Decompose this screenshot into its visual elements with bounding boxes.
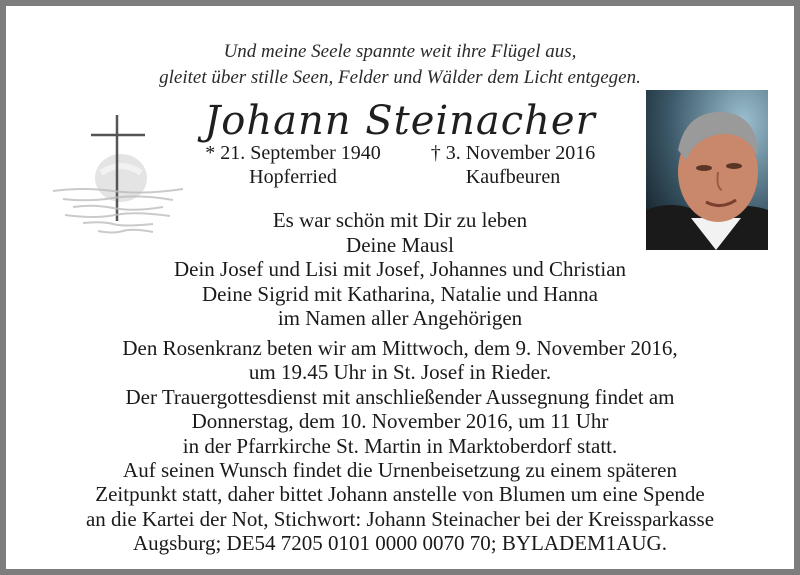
notice-line: an die Kartei der Not, Stichwort: Johann Steinacher bei der Kreissparkasse	[85, 506, 715, 531]
quote-line: gleitet über stille Seen, Felder und Wälder dem Licht entgegen.	[159, 67, 641, 88]
notice-line: Der Trauergottesdienst mit anschließender Aussegnung findet am	[125, 384, 675, 409]
service-notice	[18, 336, 782, 556]
notice-line: Den Rosenkranz beten wir am Mittwoch, dem 9. November 2016,	[122, 336, 678, 360]
mourner-line: Deine Sigrid mit Katharina, Natalie und Hanna	[202, 281, 598, 306]
death-info	[403, 141, 623, 189]
death-date: † 3. November 2016	[430, 142, 596, 164]
notice-line: in der Pfarrkirche St. Martin in Marktoberdorf statt.	[182, 433, 618, 458]
birth-date: * 21. September 1940	[205, 142, 381, 164]
notice-line: um 19.45 Uhr in St. Josef in Rieder.	[248, 360, 552, 385]
birth-info	[183, 141, 403, 189]
notice-line: Zeitpunkt statt, daher bittet Johann anstelle von Blumen um eine Spende	[95, 482, 705, 507]
quote-line: Und meine Seele spannte weit ihre Flügel aus,	[223, 41, 577, 62]
notice-line: Donnerstag, dem 10. November 2016, um 11 Uhr	[191, 409, 609, 434]
mourner-line: Es war schön mit Dir zu leben	[272, 208, 528, 232]
notice-line: Augsburg; DE54 7205 0101 0000 0070 70; BYLADEM1AUG.	[133, 531, 667, 556]
notice-line: Auf seinen Wunsch findet die Urnenbeisetzung zu einem späteren	[123, 458, 677, 483]
death-place: Kaufbeuren	[465, 166, 561, 188]
mourner-line: im Namen aller Angehörigen	[277, 306, 523, 330]
mourner-line: Deine Mausl	[346, 232, 454, 257]
quote	[18, 39, 782, 91]
mourner-line: Dein Josef und Lisi mit Josef, Johannes und Christian	[173, 257, 627, 281]
mourners-block	[18, 208, 782, 331]
obituary-content	[18, 18, 782, 557]
birth-place: Hopferried	[249, 166, 337, 188]
deceased-name: Johann Steinacher	[204, 98, 596, 144]
